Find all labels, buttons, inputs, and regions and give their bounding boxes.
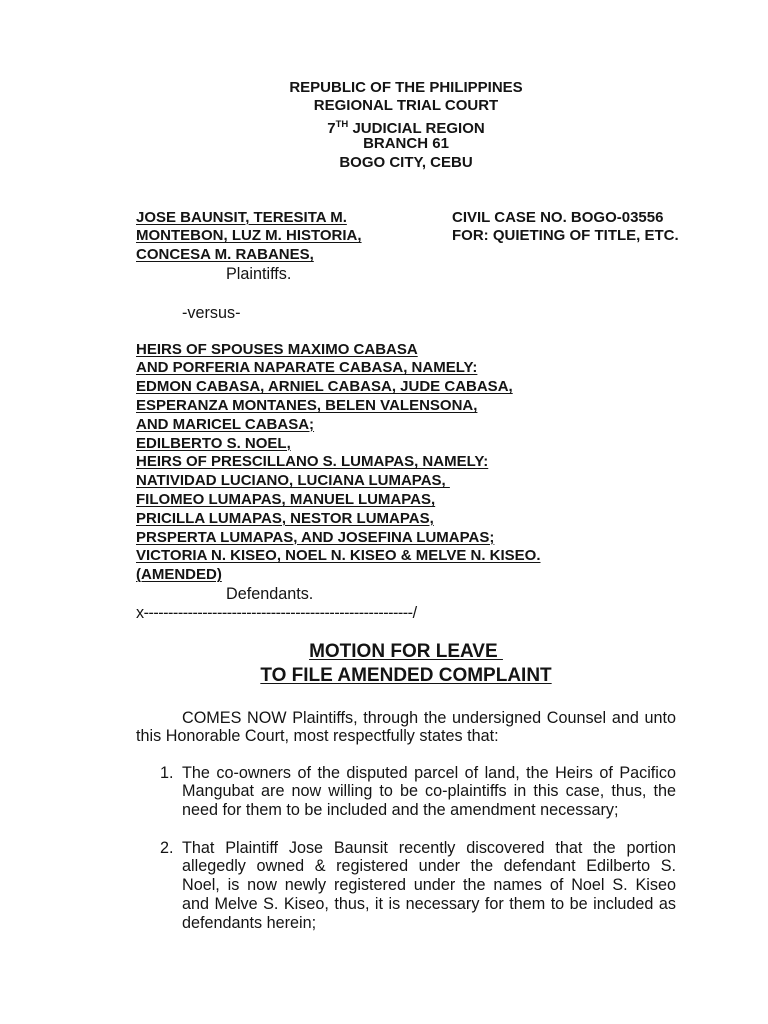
item-text [182, 764, 676, 820]
motion-title-line [136, 640, 676, 664]
numbered-item [160, 764, 676, 820]
defendant-name-line [136, 359, 541, 378]
plaintiff-name-line [136, 246, 362, 265]
versus-label: -versus- [182, 303, 241, 322]
header-region-number: 7 [327, 120, 336, 138]
defendants-label: Defendants. [226, 584, 314, 603]
defendant-name-text: FILOMEO LUMAPAS, MANUEL LUMAPAS, [136, 490, 436, 508]
defendant-name-line [136, 416, 541, 435]
header-region-text: JUDICIAL REGION [348, 120, 485, 138]
defendant-name-line [136, 547, 541, 566]
defendant-name-line [136, 378, 541, 397]
plaintiff-name-line [136, 209, 362, 228]
defendant-name-line [136, 435, 541, 454]
defendant-name-line [136, 472, 541, 491]
defendant-name-text: AND PORFERIA NAPARATE CABASA, NAMELY: [136, 359, 478, 377]
item-line: defendants herein; [182, 913, 317, 932]
defendant-name-text: ESPERANZA MONTANES, BELEN VALENSONA, [136, 396, 478, 414]
plaintiff-name-text: JOSE BAUNSIT, TERESITA M. [136, 208, 347, 226]
defendant-name-text: NATIVIDAD LUCIANO, LUCIANA LUMAPAS, [136, 472, 450, 490]
item-number: 2. [160, 838, 174, 857]
intro-paragraph [136, 709, 676, 747]
defendant-name-line [136, 491, 541, 510]
plaintiffs-block [136, 209, 362, 284]
item-line: The co-owners of the disputed parcel of land, the Heirs of Pacifico [182, 763, 676, 782]
item-line: and Melve S. Kiseo, thus, it is necessary for them to be included as [182, 894, 676, 913]
paragraph-line: COMES NOW Plaintiffs, through the undersigned Counsel and unto [182, 708, 676, 727]
item-text [182, 839, 676, 933]
item-line: need for them to be included and the amendment necessary; [182, 801, 619, 820]
defendant-name-line [136, 566, 541, 585]
case-nature: FOR: QUIETING OF TITLE, ETC. [452, 227, 679, 245]
plaintiff-name-text: CONCESA M. RABANES, [136, 246, 314, 264]
defendant-name-line [136, 341, 541, 360]
defendant-name-text: EDMON CABASA, ARNIEL CABASA, JUDE CABASA, [136, 378, 513, 396]
motion-title-text: TO FILE AMENDED COMPLAINT [260, 665, 552, 687]
case-number: CIVIL CASE NO. BOGO-03556 [452, 208, 664, 226]
header-republic: REPUBLIC OF THE PHILIPPINES [289, 78, 523, 96]
defendant-name-line [136, 453, 541, 472]
item-line: allegedly owned & registered under the defendant Edilberto S. [182, 857, 676, 876]
defendant-name-line [136, 397, 541, 416]
header-court: REGIONAL TRIAL COURT [313, 97, 499, 115]
defendant-name-text: (AMENDED) [136, 566, 222, 584]
caption-closing-line: x-------------------------------------------------------/ [136, 603, 417, 622]
item-number: 1. [160, 763, 174, 782]
item-line: Mangubat are now willing to be co-plaintiffs in this case, thus, the [182, 782, 676, 801]
plaintiff-name-text: MONTEBON, LUZ M. HISTORIA, [136, 227, 362, 245]
court-header [136, 79, 676, 173]
motion-title [136, 640, 676, 688]
header-region-ordinal: TH [335, 119, 349, 131]
item-line: Noel, is now newly registered under the names of Noel S. Kiseo [182, 876, 676, 895]
defendant-name-text: HEIRS OF PRESCILLANO S. LUMAPAS, NAMELY: [136, 453, 489, 471]
defendant-name-text: HEIRS OF SPOUSES MAXIMO CABASA [136, 340, 418, 358]
header-city: BOGO CITY, CEBU [339, 153, 473, 171]
defendants-block [136, 341, 541, 623]
plaintiff-name-line [136, 227, 362, 246]
item-line: That Plaintiff Jose Baunsit recently discovered that the portion [182, 838, 676, 857]
plaintiffs-label: Plaintiffs. [226, 264, 292, 283]
defendant-name-line [136, 510, 541, 529]
header-branch: BRANCH 61 [363, 134, 449, 152]
paragraph-line: this Honorable Court, most respectfully states that: [136, 727, 499, 746]
defendant-name-text: PRICILLA LUMAPAS, NESTOR LUMAPAS, [136, 509, 434, 527]
defendant-name-text: EDILBERTO S. NOEL, [136, 434, 291, 452]
defendant-name-text: AND MARICEL CABASA; [136, 415, 315, 433]
defendant-name-text: VICTORIA N. KISEO, NOEL N. KISEO & MELVE N. KISEO. [136, 547, 541, 565]
defendant-name-text: PRSPERTA LUMAPAS, AND JOSEFINA LUMAPAS; [136, 528, 495, 546]
case-info-block [452, 209, 679, 247]
defendant-name-line [136, 529, 541, 548]
numbered-item [160, 839, 676, 933]
header-region [136, 116, 676, 138]
motion-title-text: MOTION FOR LEAVE [309, 641, 503, 663]
motion-title-line [136, 664, 676, 688]
